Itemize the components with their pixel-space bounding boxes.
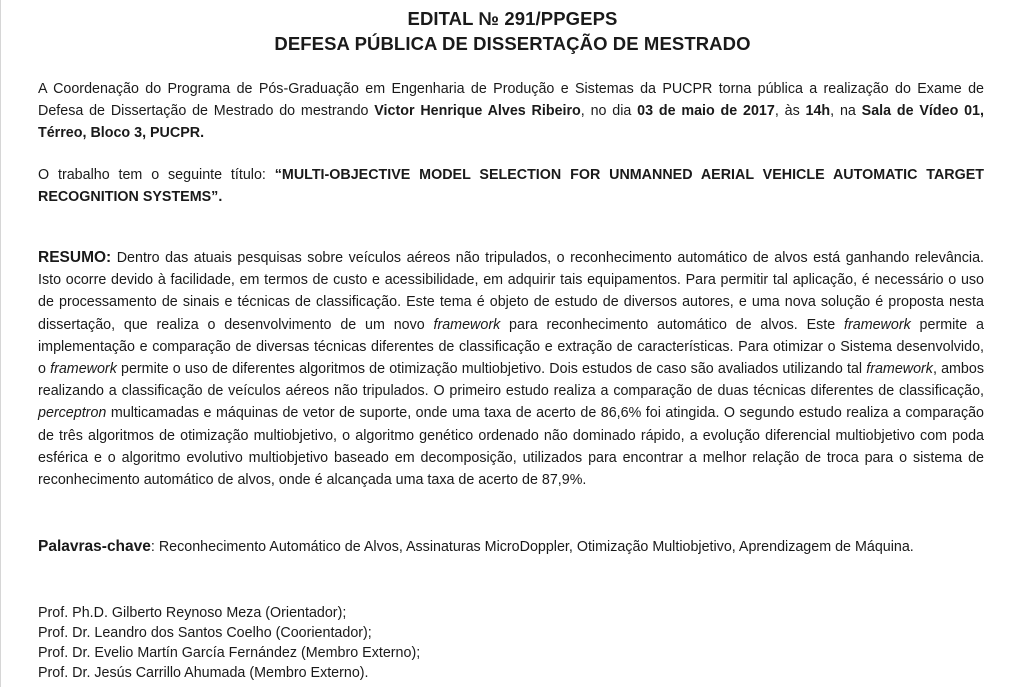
work-title-prefix: O trabalho tem o seguinte título: [38, 167, 275, 183]
intro-text-4: , na [830, 103, 862, 120]
defense-date: 03 de maio de 2017 [637, 103, 775, 120]
abstract-paragraph [38, 247, 984, 491]
abstract-text: multicamadas e máquinas de vetor de suporte, onde uma taxa de acerto de 86,6% foi atingida. O segundo estudo realiza a comparação de três algoritmos de otimização multiobjetivo, o algoritmo genético ordenado não dominado rápido, a evolução diferencial multiobjetivo com poda esférica e o algoritmo evolutivo multiobjetivo baseado em decomposição, utilizados para encontrar a melhor relação de troca para o sistema de reconhecimento automático de alvos, onde é alcançada uma taxa de acerto de 87,9%. [38, 405, 984, 489]
edital-subtitle: DEFESA PÚBLICA DE DISSERTAÇÃO DE MESTRADO [274, 33, 751, 54]
defense-place: Sala de Vídeo 01, Térreo, Bloco 3, PUCPR. [38, 103, 984, 142]
page-title [1, 6, 1023, 56]
abstract-italic: framework [844, 316, 911, 333]
committee-member: Prof. Dr. Jesús Carrillo Ahumada (Membro Externo). [38, 665, 369, 681]
committee-member: Prof. Dr. Evelio Martín García Fernández (Membro Externo); [38, 645, 421, 661]
committee-member: Prof. Ph.D. Gilberto Reynoso Meza (Orientador); [38, 605, 347, 621]
intro-text-1: A Coordenação do Programa de Pós-Graduação em Engenharia de Produção e Sistemas da PUCPR torna pública a realização do Exame de Defesa de Dissertação de Mestrado do mestrando [38, 81, 984, 120]
abstract-text: Dentro das atuais pesquisas sobre veículos aéreos não tripulados, o reconhecimento automático de alvos está ganhando relevância. Isto ocorre devido à facilidade, em termos de custo e acessibilidade, em adquirir tais equipamentos. Para permitir tal aplicação, é necessário o uso de processamento de sinais e técnicas de classificação. Este tema é objeto de estudo de diversos autores, e uma nova solução é proposta nesta dissertação, que realiza o desenvolvimento de um novo [38, 250, 984, 333]
edital-number: EDITAL № 291/PPGEPS [407, 8, 618, 29]
defense-time: 14h [805, 103, 831, 120]
committee-member: Prof. Dr. Leandro dos Santos Coelho (Coorientador); [38, 625, 372, 641]
abstract-italic: framework [866, 361, 933, 378]
keywords-text: : Reconhecimento Automático de Alvos, Assinaturas MicroDoppler, Otimização Multiobjetivo, Aprendizagem de Máquina. [150, 539, 914, 555]
keywords-label: Palavras-chave [38, 538, 151, 555]
abstract-italic: framework [433, 316, 501, 333]
abstract-text: permite o uso de diferentes algoritmos de otimização multiobjetivo. Dois estudos de caso são avaliados utilizando tal [116, 361, 867, 378]
abstract-label: RESUMO: [38, 249, 112, 266]
intro-paragraph [38, 78, 984, 145]
intro-text-2: , no dia [580, 103, 638, 120]
work-title: “MULTI-OBJECTIVE MODEL SELECTION FOR UNMANNED AERIAL VEHICLE AUTOMATIC TARGET RECOGNITION SYSTEMS”. [38, 167, 984, 206]
abstract-italic: perceptron [38, 405, 107, 422]
student-name: Victor Henrique Alves Ribeiro [374, 103, 581, 120]
committee-list [38, 603, 984, 683]
abstract-text: , ambos realizando a classificação de veículos aéreos não tripulados. O primeiro estudo realiza a comparação de duas técnicas diferentes de classificação, [38, 361, 984, 400]
intro-text-3: , às [774, 103, 806, 120]
abstract-text: permite a implementação e comparação de diversas técnicas diferentes de classificação e extração de características. Para otimizar o Sistema desenvolvido, o [38, 316, 984, 378]
work-title-paragraph [38, 164, 984, 208]
keywords-paragraph [38, 536, 984, 558]
abstract-text: para reconhecimento automático de alvos. Este [500, 316, 845, 333]
abstract-italic: framework [50, 361, 117, 378]
